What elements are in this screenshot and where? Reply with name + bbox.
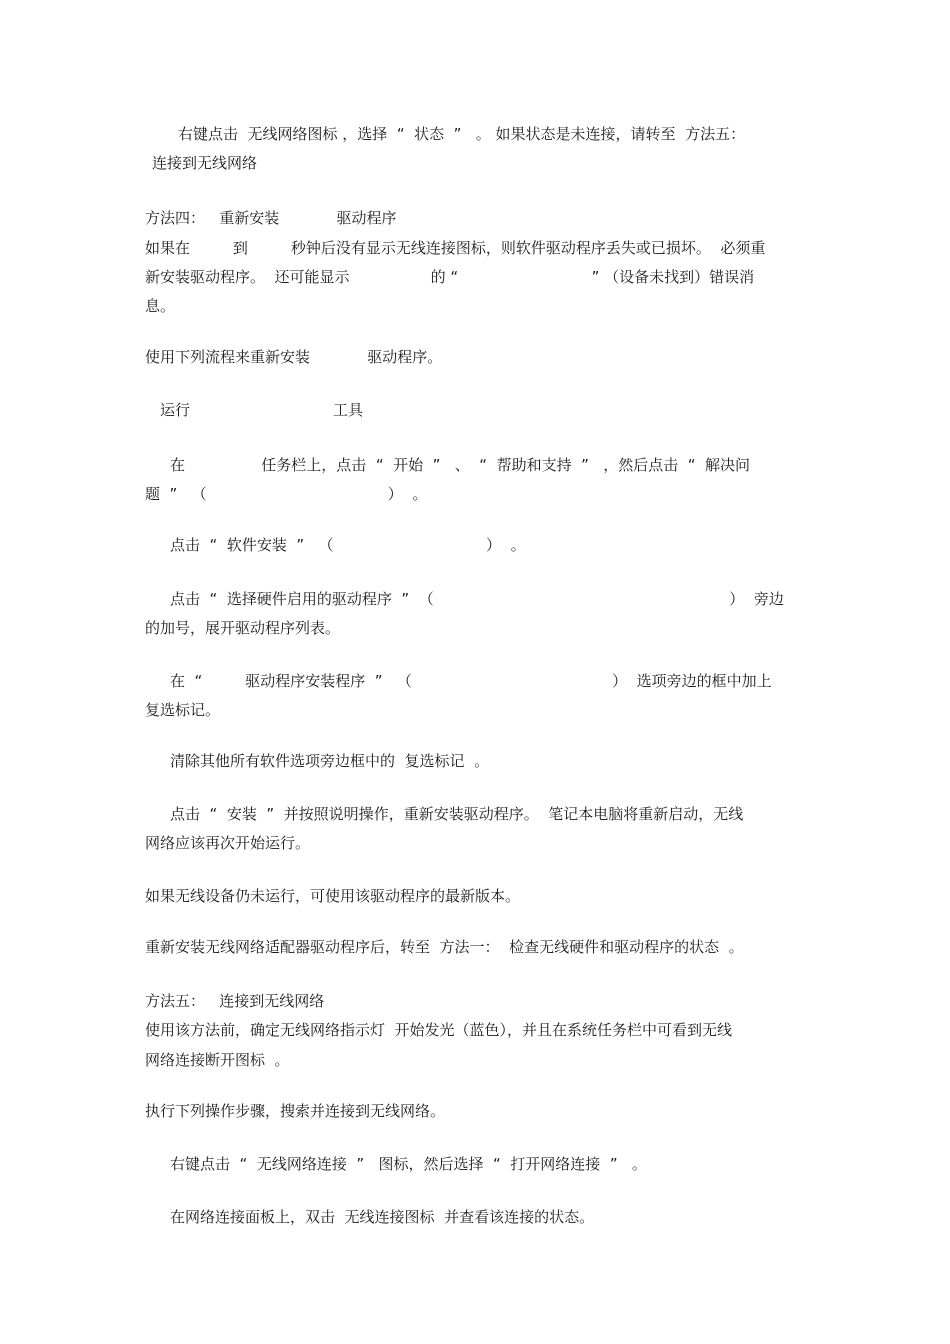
text-line: 网络应该再次开始运行。 [145, 834, 311, 852]
text-line: 复选标记。 [145, 701, 221, 719]
text-line: 网络连接断开图标 。 [145, 1051, 290, 1069]
text-line: 重新安装无线网络适配器驱动程序后，转至 方法一： 检查无线硬件和驱动程序的状态 。 [145, 938, 744, 956]
text-line: 使用下列流程来重新安装 驱动程序。 [145, 348, 443, 366]
step-line: 清除其他所有软件选项旁边框中的 复选标记 。 [170, 752, 490, 770]
text-line: 右键点击 无线网络图标 ，选择 “ 状态 ” 。 如果状态是未连接，请转至 方法五： [178, 125, 746, 143]
text-line: 新安装驱动程序。 还可能显示 的 “ ” （设备未找到）错误消 [145, 268, 755, 286]
text-line: 使用该方法前，确定无线网络指示灯 开始发光（蓝色），并且在系统任务栏中可看到无线 [145, 1021, 733, 1039]
text-line: 如果在 到 秒钟后没有显示无线连接图标，则软件驱动程序丢失或已损坏。 必须重 [145, 239, 766, 257]
text-line: 的加号，展开驱动程序列表。 [145, 619, 341, 637]
step-line: 在网络连接面板上，双击 无线连接图标 并查看该连接的状态。 [170, 1208, 595, 1226]
text-line: 执行下列操作步骤，搜索并连接到无线网络。 [145, 1102, 446, 1120]
step-line: 点击 “ 选择硬件启用的驱动程序 ” （ ） 旁边 [170, 590, 784, 608]
step-line: 点击 “ 软件安装 ” （ ） 。 [170, 536, 526, 554]
text-line: 息。 [145, 297, 176, 315]
step-line: 在 任务栏上，点击 “ 开始 ” 、 “ 帮助和支持 ” ，然后点击 “ 解决问 [170, 456, 751, 474]
section-heading: 方法五： 连接到无线网络 [145, 992, 325, 1010]
text-line: 题 ” （ ） 。 [145, 485, 428, 503]
step-line: 点击 “ 安装 ” 并按照说明操作，重新安装驱动程序。 笔记本电脑将重新启动，无线 [170, 805, 744, 823]
step-line: 在 “ 驱动程序安装程序 ” （ ） 选项旁边的框中加上 [170, 672, 772, 690]
step-line: 右键点击 “ 无线网络连接 ” 图标，然后选择 “ 打开网络连接 ” 。 [170, 1155, 647, 1173]
section-heading: 方法四： 重新安装 驱动程序 [145, 209, 397, 227]
step-line: 运行 工具 [160, 401, 364, 419]
text-line: 连接到无线网络 [152, 154, 258, 172]
text-line: 如果无线设备仍未运行，可使用该驱动程序的最新版本。 [145, 887, 521, 905]
